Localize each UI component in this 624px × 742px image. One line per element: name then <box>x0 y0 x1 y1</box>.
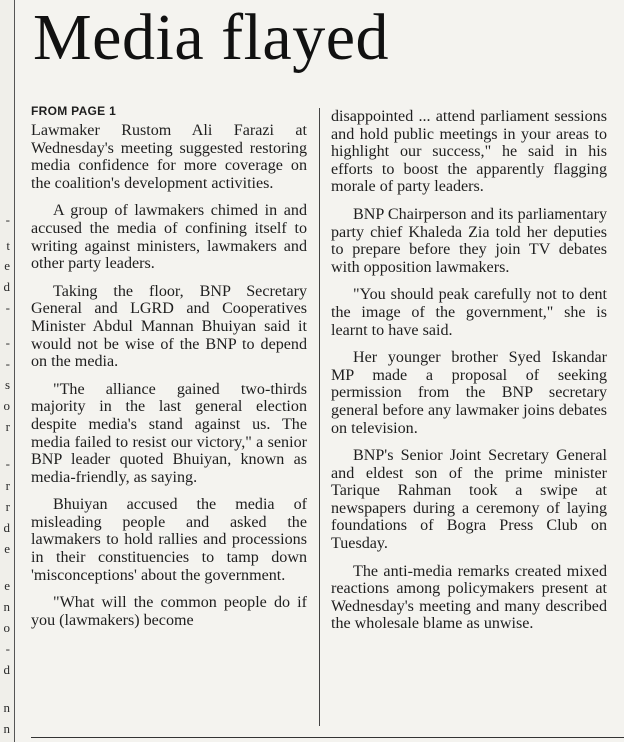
margin-fragment: - <box>5 356 10 371</box>
article-paragraph: "What will the common people do if you (lawmakers) become <box>31 594 307 629</box>
margin-fragment: r <box>5 478 10 493</box>
article-paragraph: BNP Chairperson and its parliamentary party chief Khaleda Zia told her deputies to prepare before they join TV debates with opposition lawmakers. <box>331 205 607 276</box>
margin-fragment: n <box>3 700 10 715</box>
article-paragraph: "You should peak carefully not to dent the image of the government," she is learnt to have said. <box>331 286 607 339</box>
margin-fragment: - <box>5 641 10 656</box>
article-paragraph: disappointed ... attend parliament sessions and hold public meetings in your areas to highlight our success," he said in his efforts to boost the apparently flagging morale of party leaders. <box>331 108 607 196</box>
margin-fragment: d <box>3 520 10 535</box>
margin-fragment: - <box>5 335 10 350</box>
column-divider <box>319 108 320 726</box>
previous-column-margin <box>0 0 15 742</box>
margin-fragment: o <box>3 398 10 413</box>
article-paragraph: BNP's Senior Joint Secretary General and eldest son of the prime minister Tarique Rahman took a swipe at newspapers during a ceremony of laying foundations of Bogra Press Club on Tuesday. <box>331 447 607 553</box>
margin-fragment: - <box>5 456 10 471</box>
article-paragraph: The anti-media remarks created mixed reactions among policymakers present at Wednesday's meeting and many described the wholesale blame as unwise. <box>331 562 607 633</box>
bottom-rule <box>31 737 624 738</box>
margin-fragment: r <box>5 499 10 514</box>
article-paragraph: Her younger brother Syed Iskandar MP made a proposal of seeking permission from the BNP secretary general before any lawmaker joins debates on television. <box>331 349 607 437</box>
article-paragraph: Lawmaker Rustom Ali Farazi at Wednesday's meeting suggested restoring media confidence for more coverage on the coalition's development activities. <box>31 122 307 192</box>
margin-fragment: e <box>4 578 10 593</box>
article-headline: Media flayed <box>33 1 390 74</box>
article-paragraph: A group of lawmakers chimed in and accused the media of confining itself to writing against ministers, lawmakers and other party leaders. <box>31 202 307 273</box>
margin-fragment: r <box>5 419 10 434</box>
margin-fragment: n <box>3 721 10 736</box>
continuation-kicker: FROM PAGE 1 <box>31 104 117 118</box>
margin-fragment: t <box>6 238 10 253</box>
article-paragraph: Taking the floor, BNP Secretary General and LGRD and Cooperatives Minister Abdul Mannan Bhuiyan said it would not be wise of the BNP to depend on the media. <box>31 282 307 371</box>
margin-fragment: e <box>4 541 10 556</box>
margin-fragment: n <box>3 599 10 614</box>
margin-fragment: o <box>3 620 10 635</box>
margin-fragment: e <box>4 258 10 273</box>
article-paragraph: Bhuiyan accused the media of misleading people and asked the lawmakers to hold rallies and processions in their constituencies to tamp down 'misconceptions' about the government. <box>31 496 307 584</box>
margin-fragment: d <box>3 279 10 294</box>
margin-fragment: - <box>5 212 10 227</box>
margin-fragment: d <box>3 662 10 677</box>
margin-fragment: s <box>4 377 10 392</box>
article-column-left <box>31 104 307 639</box>
article-paragraph: "The alliance gained two-thirds majority in the last general election despite media's stand against us. The media failed to resist our victory," a senior BNP leader quoted Bhuiyan, known as media-friendly, as saying. <box>31 380 307 486</box>
article-column-right <box>331 108 607 643</box>
margin-fragment: - <box>5 300 10 315</box>
